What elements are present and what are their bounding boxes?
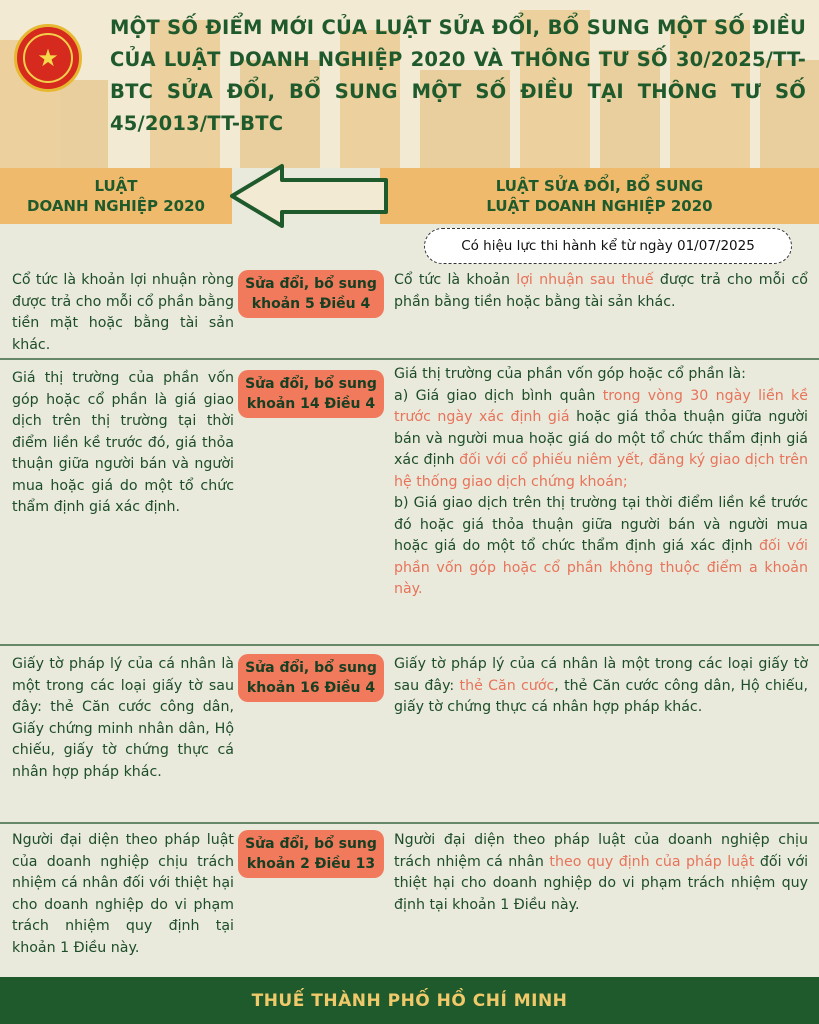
badge-line: Sửa đổi, bổ sung <box>245 376 377 392</box>
left-arrow-icon <box>226 160 396 232</box>
effective-date-notice: Có hiệu lực thi hành kể từ ngày 01/07/2025 <box>424 228 792 264</box>
old-law-text: Người đại diện theo pháp luật của doanh nghiệp chịu trách nhiệm cá nhân đối với thiệt hại cho doanh nghiệp do vi phạm trách nhiệm quy định tại khoản 1 Điều này. <box>12 832 234 956</box>
old-law-text: Giấy tờ pháp lý của cá nhân là một trong các loại giấy tờ sau đây: thẻ Căn cước công dân, Giấy chứng minh nhân dân, Hộ chiếu, giấy tờ chứng thực cá nhân hợp pháp khác. <box>12 656 234 780</box>
badge-line: khoản 5 Điều 4 <box>251 296 371 312</box>
clause-b <box>394 493 808 601</box>
badge-line: Sửa đổi, bổ sung <box>245 836 377 852</box>
text-run: a) Giá giao dịch bình quân <box>394 387 603 404</box>
amended-law-text <box>394 364 808 601</box>
badge-line: Sửa đổi, bổ sung <box>245 660 377 676</box>
page-title: MỘT SỐ ĐIỂM MỚI CỦA LUẬT SỬA ĐỔI, BỔ SUNG MỘT SỐ ĐIỀU CỦA LUẬT DOANH NGHIỆP 2020 VÀ THÔNG TƯ SỐ 30/2025/TT-BTC SỬA ĐỔI, BỔ SUNG MỘT SỐ ĐIỀU TẠI THÔNG TƯ SỐ 45/2013/TT-BTC <box>110 16 806 135</box>
text-run: Cổ tức là khoản <box>394 272 517 288</box>
star-icon: ★ <box>37 44 59 72</box>
footer-banner: THUẾ THÀNH PHỐ HỒ CHÍ MINH <box>0 977 819 1024</box>
column-header-amended-law <box>380 168 819 224</box>
amended-law-text <box>394 654 808 719</box>
building-decor <box>60 80 108 168</box>
column-header-old-law <box>0 168 232 224</box>
amendment-badge <box>238 654 384 702</box>
highlighted-change: theo quy định của pháp luật <box>549 853 755 870</box>
badge-line: Sửa đổi, bổ sung <box>245 276 377 292</box>
amendment-badge <box>238 270 384 318</box>
column-header-text: DOANH NGHIỆP 2020 <box>27 197 205 215</box>
badge-line: khoản 14 Điều 4 <box>246 396 376 412</box>
amendment-badge <box>238 830 384 878</box>
column-header-text: LUẬT DOANH NGHIỆP 2020 <box>486 197 713 215</box>
row-divider <box>0 822 819 824</box>
clause-a <box>394 386 808 494</box>
text-run: Người đại diện theo pháp luật của doanh nghiệp chịu trách nhiệm cá nhân <box>394 832 808 870</box>
highlighted-change: lợi nhuận sau thuế <box>516 272 654 288</box>
text-run: được trả cho mỗi cổ phần bằng tiền hoặc bằng tài sản khác. <box>394 272 808 310</box>
text-run: Giấy tờ pháp lý của cá nhân là một trong các loại giấy tờ sau đây: <box>394 656 808 694</box>
text-run: Giá thị trường của phần vốn góp hoặc cổ phần là: <box>394 366 746 382</box>
header <box>0 0 819 168</box>
highlighted-change: đối với phần vốn góp hoặc cổ phần không thuộc điểm a khoản này. <box>394 538 808 597</box>
badge-line: khoản 16 Điều 4 <box>246 680 376 696</box>
text-run: , thẻ Căn cước công dân, Hộ chiếu, giấy tờ chứng thực cá nhân hợp pháp khác. <box>394 677 808 715</box>
old-law-text: Cổ tức là khoản lợi nhuận ròng được trả cho mỗi cổ phần bằng tiền mặt hoặc bằng tài sản khác. <box>12 272 234 353</box>
old-law-text: Giá thị trường của phần vốn góp hoặc cổ phần là giá giao dịch trên thị trường tại thời điểm liền kề trước đó, giá thỏa thuận giữa người bán và người mua hoặc giá do một tổ chức thẩm định giá xác định. <box>12 370 234 515</box>
highlighted-change: đối với cổ phiếu niêm yết, đăng ký giao dịch trên hệ thống giao dịch chứng khoán; <box>394 452 809 490</box>
row-divider <box>0 644 819 646</box>
text-run: hoặc giá thỏa thuận giữa người bán và người mua hoặc giá do một tổ chức thẩm định giá xác định <box>394 409 808 468</box>
column-header-text: LUẬT <box>94 177 138 195</box>
amended-law-text <box>394 270 808 313</box>
column-header-text: LUẬT SỬA ĐỔI, BỔ SUNG <box>495 177 704 195</box>
tax-emblem-logo <box>14 24 82 92</box>
text-run: b) Giá giao dịch trên thị trường tại thời điểm liền kề trước đó hoặc giá thỏa thuận giữa người bán và người mua hoặc giá do một tổ chức thẩm định giá xác định <box>394 495 808 554</box>
badge-line: khoản 2 Điều 13 <box>246 856 376 872</box>
row-divider <box>0 358 819 360</box>
amendment-badge <box>238 370 384 418</box>
text-run: đối với thiệt hại cho doanh nghiệp do vi phạm trách nhiệm quy định tại khoản 1 Điều này. <box>394 853 809 913</box>
highlighted-change: trong vòng 30 ngày liền kề trước ngày xác định giá <box>394 387 809 425</box>
amended-law-text <box>394 830 808 916</box>
highlighted-change: thẻ Căn cước <box>459 677 555 694</box>
